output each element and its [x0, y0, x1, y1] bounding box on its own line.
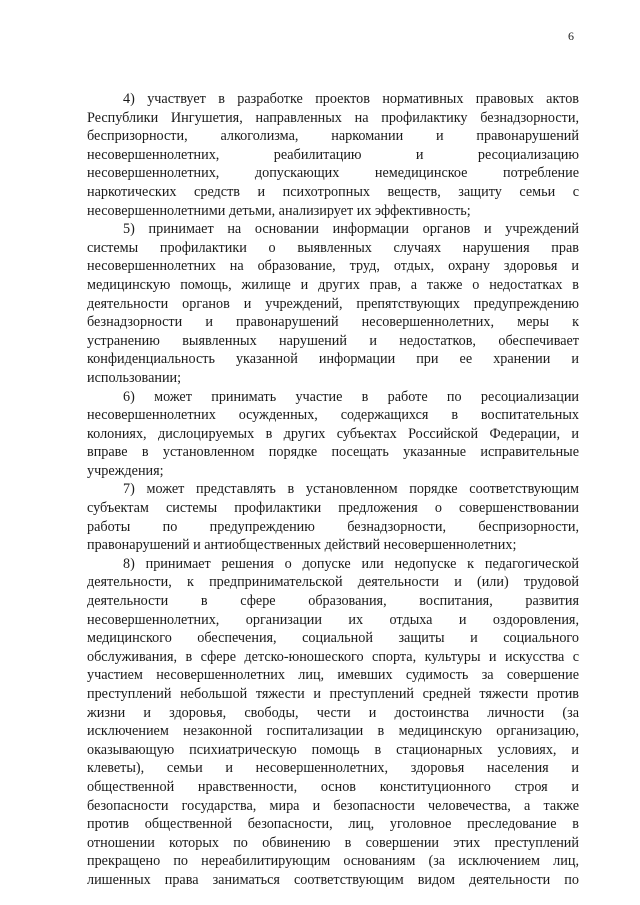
- text-line: субъектам системы профилактики предложения о совершенствовании: [87, 500, 579, 517]
- text-line: общественной нравственности, основ конституционного строя и: [87, 778, 579, 795]
- paragraph: [87, 90, 579, 220]
- paragraph: [87, 220, 579, 387]
- text-line: колониях, дислоцируемых в других субъектах Российской Федерации, и: [87, 425, 579, 442]
- text-line: устранению выявленных нарушений и недостатков, обеспечивает: [87, 332, 579, 349]
- text-line: конфиденциальность указанной информации при ее хранении и: [87, 351, 579, 368]
- text-line: несовершеннолетних, допускающих немедицинское потребление: [87, 165, 579, 182]
- text-line: использовании;: [87, 369, 182, 386]
- text-line: 5) принимает на основании информации органов и учреждений: [123, 221, 579, 238]
- text-line: 4) участвует в разработке проектов нормативных правовых актов: [123, 91, 579, 107]
- text-line: работы по предупреждению безнадзорности, беспризорности,: [87, 518, 579, 535]
- text-line: клеветы), семьи и несовершеннолетних, здоровья населения и: [87, 760, 579, 777]
- text-line: прекращено по нереабилитирующим основаниям (за исключением лиц,: [87, 853, 579, 870]
- text-line: жизни и здоровья, свободы, чести и достоинства личности (за: [87, 704, 579, 721]
- text-line: деятельности в сфере образования, воспитания, развития: [87, 593, 579, 610]
- text-line: правонарушений и антиобщественных действий несовершеннолетних;: [87, 537, 517, 554]
- text-line: несовершеннолетних, организации их отдыха и оздоровления,: [87, 611, 579, 628]
- text-line: наркотических средств и психотропных веществ, защиту семьи с: [87, 183, 579, 200]
- text-line: участием несовершеннолетних лиц, имевших судимость за совершение: [87, 667, 579, 684]
- text-line: несовершеннолетних, реабилитацию и ресоциализацию: [87, 146, 579, 163]
- text-line: вправе в установленном порядке посещать указанные исправительные: [87, 444, 579, 461]
- text-line: несовершеннолетних осужденных, содержащихся в воспитательных: [87, 407, 579, 424]
- text-line: исключением незаконной госпитализации в медицинскую организацию,: [87, 723, 579, 740]
- page-number: 6: [568, 29, 574, 43]
- text-line: несовершеннолетних на образование, труд, отдых, охрану здоровья и: [87, 258, 579, 275]
- text-line: 8) принимает решения о допуске или недопуске к педагогической: [123, 555, 579, 572]
- document-body: [87, 90, 579, 890]
- text-line: преступлений небольшой тяжести и преступлений средней тяжести против: [87, 686, 579, 702]
- text-line: безнадзорности и правонарушений несовершеннолетних, меры к: [87, 314, 579, 331]
- text-line: деятельности, к предпринимательской деятельности и (или) трудовой: [87, 574, 579, 591]
- paragraph: [87, 388, 579, 481]
- paragraph: [87, 480, 579, 554]
- text-line: деятельности органов и учреждений, препятствующих предупреждению: [87, 295, 579, 312]
- text-line: лишенных права заниматься соответствующим видом деятельности по: [87, 871, 579, 888]
- text-line: медицинского обеспечения, социальной защиты и социального: [87, 630, 579, 647]
- text-line: беспризорности, алкоголизма, наркомании и правонарушений: [87, 128, 579, 145]
- text-line: 7) может представлять в установленном порядке соответствующим: [123, 481, 579, 498]
- text-line: Республики Ингушетия, направленных на профилактику безнадзорности,: [87, 109, 579, 126]
- text-line: медицинскую помощь, жилище и других прав, а также о недостатках в: [87, 276, 579, 293]
- text-line: оказывающую психиатрическую помощь в стационарных условиях, и: [87, 741, 579, 758]
- text-line: отношении которых по обвинению в совершении этих преступлений: [87, 834, 579, 851]
- text-line: несовершеннолетними детьми, анализирует их эффективность;: [87, 202, 471, 219]
- text-line: обслуживания, в сфере детско-юношеского спорта, культуры и искусства с: [87, 648, 579, 665]
- paragraph: [87, 555, 579, 890]
- text-line: учреждения;: [87, 462, 164, 479]
- text-line: 6) может принимать участие в работе по ресоциализации: [123, 388, 579, 405]
- text-line: системы профилактики о выявленных случаях нарушения прав: [87, 239, 579, 256]
- text-line: безопасности государства, мира и безопасности человечества, а также: [87, 797, 579, 814]
- text-line: против общественной безопасности, лиц, уголовное преследование в: [87, 816, 579, 833]
